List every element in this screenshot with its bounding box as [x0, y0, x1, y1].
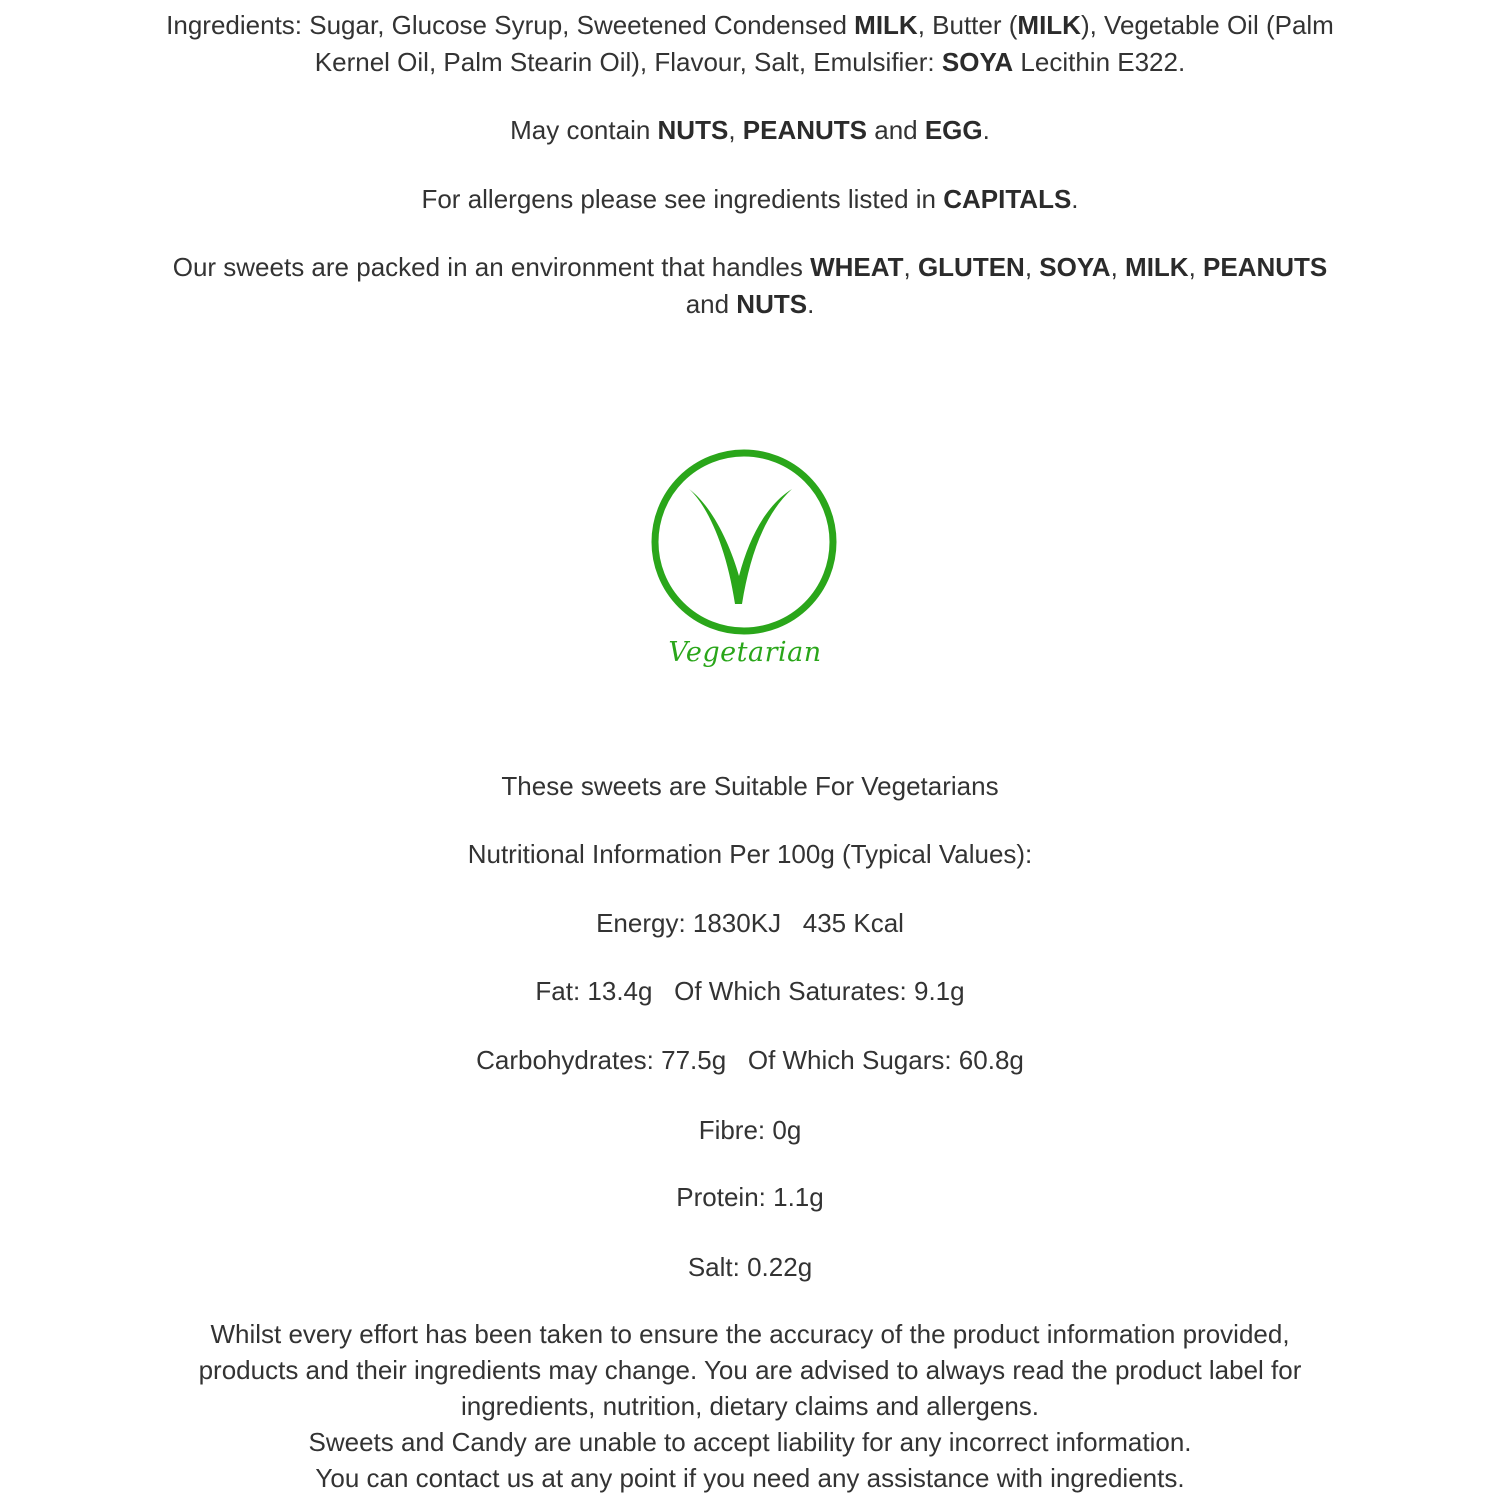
allergen-emphasis: MILK — [1017, 10, 1081, 40]
nutrition-energy: Energy: 1830KJ 435 Kcal — [596, 908, 904, 938]
allergen-emphasis: MILK — [854, 10, 918, 40]
text-run: , — [903, 252, 918, 282]
logo-circle — [655, 453, 833, 631]
may-contain-line — [120, 112, 1380, 149]
allergen-emphasis: PEANUTS — [1203, 252, 1328, 282]
allergen-emphasis: WHEAT — [810, 252, 904, 282]
allergen-note-line — [120, 181, 1380, 218]
disclaimer-line: ingredients, nutrition, dietary claims and allergens. — [460, 1391, 1040, 1421]
text-run: Our sweets are packed in an environment that handles — [172, 252, 811, 282]
text-run: May contain — [510, 115, 658, 145]
nutrition-fat: Fat: 13.4g Of Which Saturates: 9.1g — [535, 976, 965, 1006]
nutrition-carbohydrates: Carbohydrates: 77.5g Of Which Sugars: 60.8g — [476, 1045, 1024, 1075]
text-run: ), Vegetable Oil (Palm — [1080, 10, 1334, 40]
vegetarian-logo — [640, 444, 850, 684]
text-run: , — [1110, 252, 1126, 282]
text-run: For allergens please see ingredients listed in — [421, 184, 944, 214]
environment-line-1 — [120, 249, 1380, 286]
allergen-emphasis: SOYA — [941, 47, 1014, 77]
environment-line-2 — [120, 286, 1380, 323]
disclaimer-paragraph — [120, 1316, 1380, 1496]
disclaimer-line: Sweets and Candy are unable to accept liability for any incorrect information. — [308, 1427, 1192, 1457]
text-run: and — [867, 115, 925, 145]
text-run: Kernel Oil, Palm Stearin Oil), Flavour, Salt, Emulsifier: — [314, 47, 942, 77]
allergen-emphasis: NUTS — [657, 115, 729, 145]
text-run: , — [1188, 252, 1204, 282]
allergen-emphasis: NUTS — [736, 289, 808, 319]
ingredients-paragraph — [120, 7, 1380, 81]
text-run: , — [1024, 252, 1040, 282]
text-run: , Butter ( — [917, 10, 1018, 40]
allergen-emphasis: SOYA — [1039, 252, 1111, 282]
vegetarian-logo-label: Vegetarian — [668, 637, 822, 668]
text-run: Lecithin E322. — [1013, 47, 1186, 77]
text-run: , — [728, 115, 743, 145]
allergen-emphasis: MILK — [1125, 252, 1189, 282]
ingredients-line-1 — [120, 7, 1380, 44]
may-contain-paragraph — [120, 112, 1380, 149]
text-run: Ingredients: Sugar, Glucose Syrup, Sweetened Condensed — [166, 10, 855, 40]
logo-v-mark — [689, 489, 792, 604]
nutrition-heading: Nutritional Information Per 100g (Typical Values): — [467, 839, 1033, 869]
disclaimer-line: You can contact us at any point if you need any assistance with ingredients. — [315, 1463, 1185, 1493]
text-run: . — [982, 115, 990, 145]
allergen-emphasis: GLUTEN — [917, 252, 1025, 282]
vegetarian-v-icon — [640, 444, 850, 639]
nutrition-salt: Salt: 0.22g — [687, 1252, 813, 1282]
allergen-note-paragraph — [120, 181, 1380, 218]
text-run: . — [807, 289, 815, 319]
disclaimer-line: Whilst every effort has been taken to ensure the accuracy of the product information provided, — [210, 1319, 1290, 1349]
nutrition-fibre: Fibre: 0g — [698, 1115, 802, 1145]
allergen-emphasis: CAPITALS — [943, 184, 1072, 214]
text-run: and — [685, 289, 737, 319]
allergen-emphasis: EGG — [924, 115, 983, 145]
disclaimer-line: products and their ingredients may change. You are advised to always read the product label for — [198, 1355, 1302, 1385]
ingredients-line-2 — [120, 44, 1380, 81]
suitable-for-vegetarians-text: These sweets are Suitable For Vegetarians — [501, 771, 999, 801]
text-run: . — [1071, 184, 1079, 214]
allergen-emphasis: PEANUTS — [742, 115, 868, 145]
packing-environment-paragraph — [120, 249, 1380, 323]
nutrition-protein: Protein: 1.1g — [676, 1182, 824, 1212]
